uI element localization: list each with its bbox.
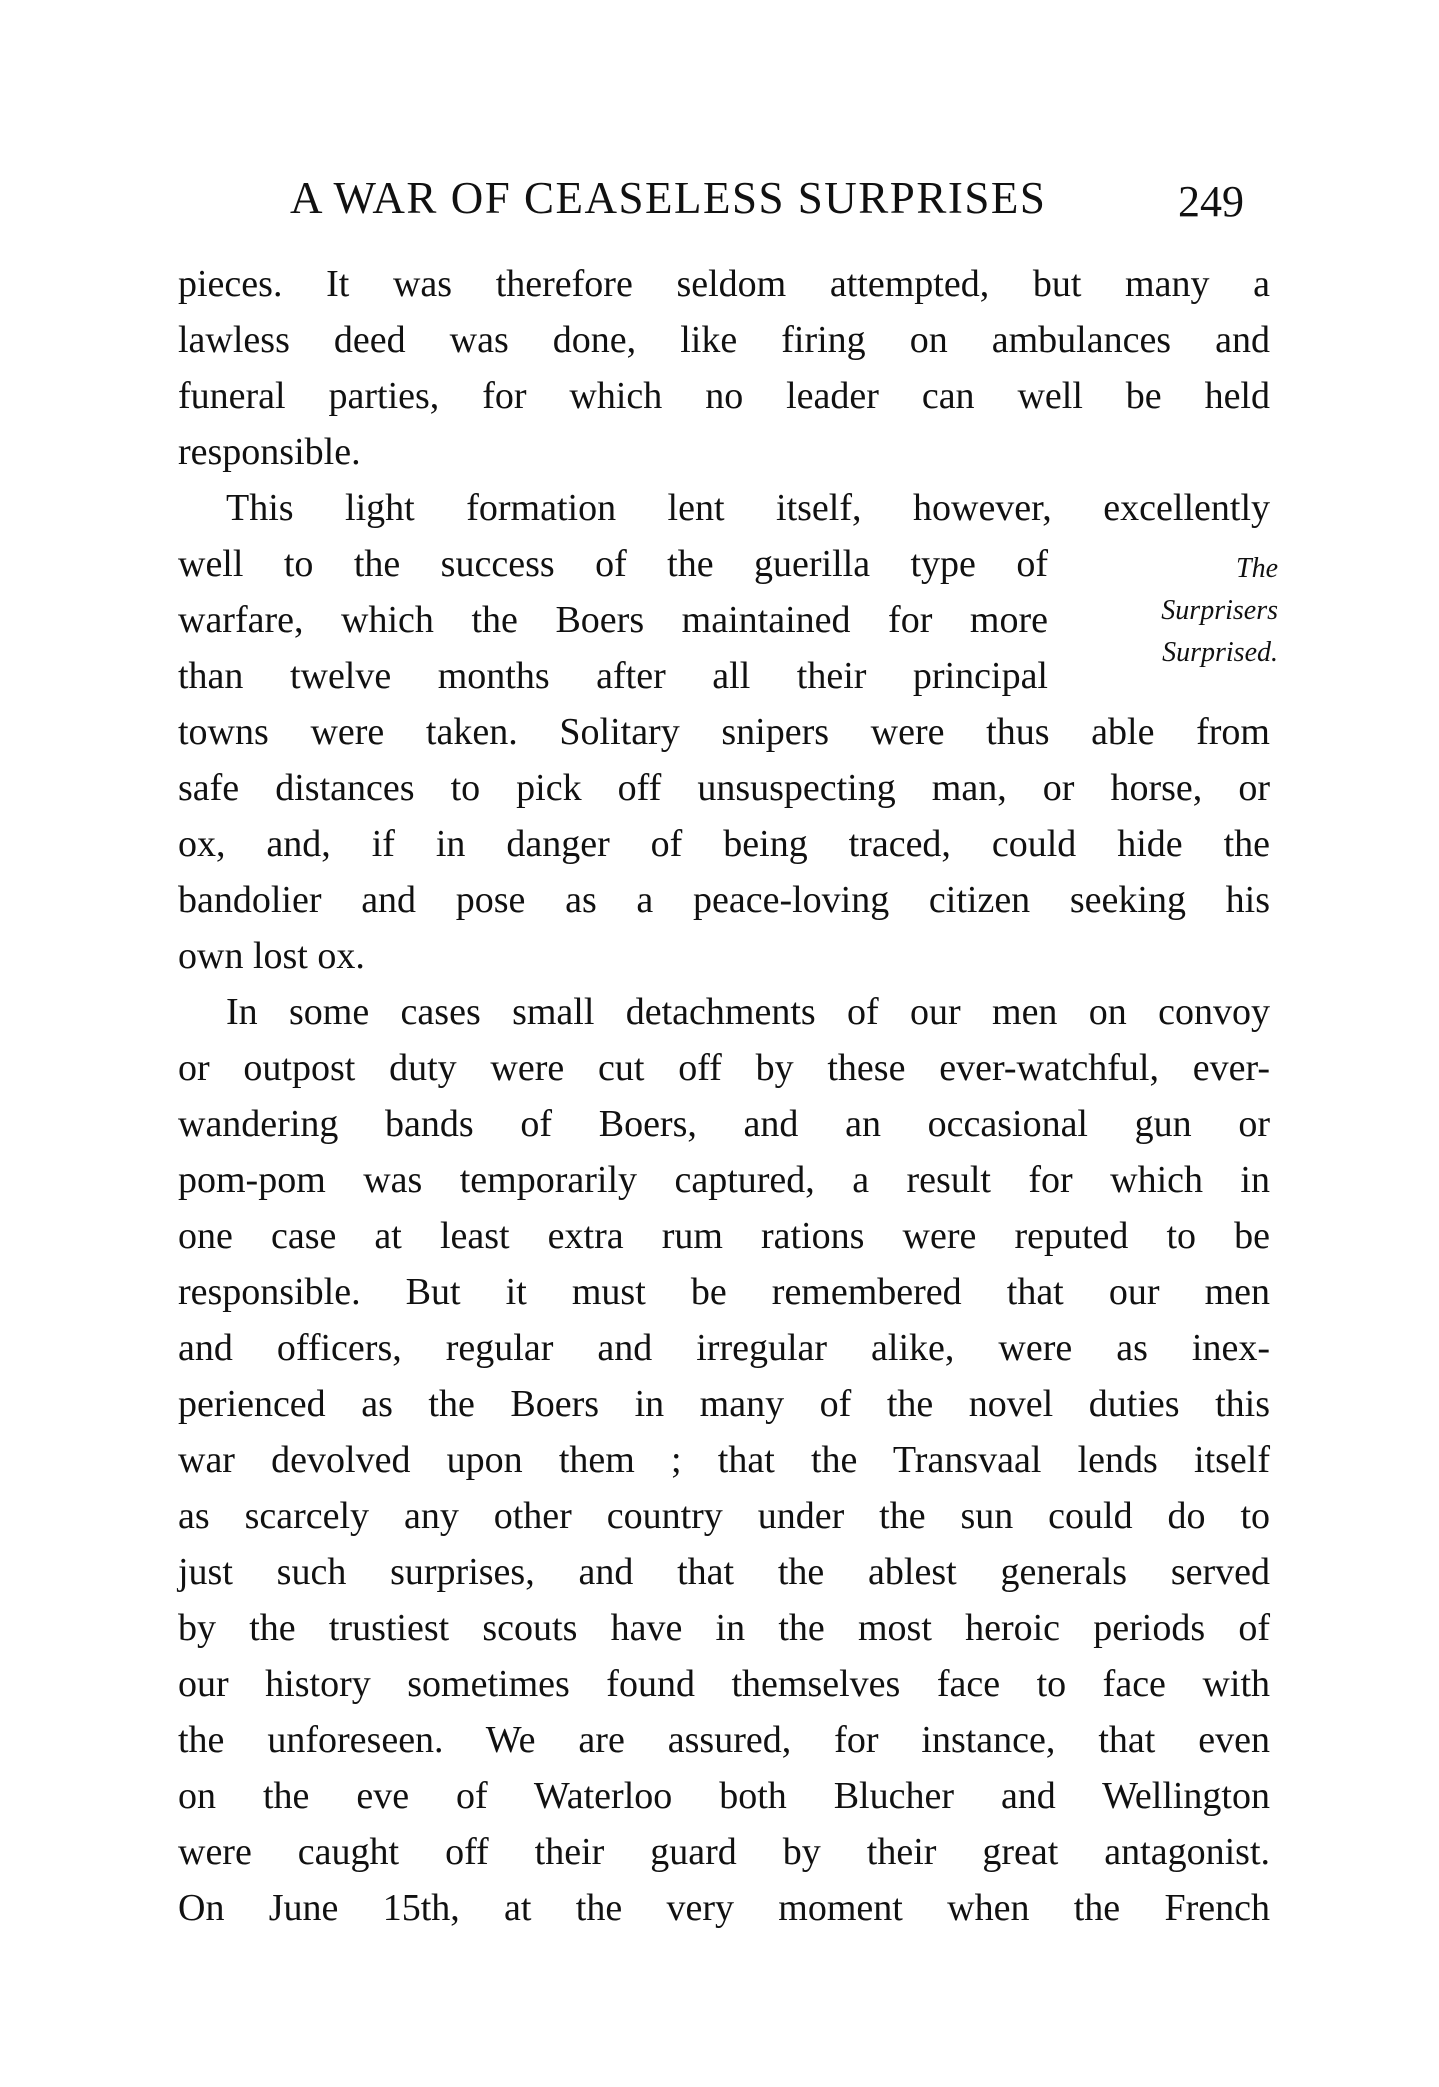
text-line: and officers, regular and irregular alike, were as inex-: [178, 1327, 1270, 1369]
text-line: ox, and, if in danger of being traced, could hide the: [178, 823, 1270, 865]
text-line: wandering bands of Boers, and an occasional gun or: [178, 1103, 1270, 1145]
running-title: A WAR OF CEASELESS SURPRISES: [290, 173, 1047, 223]
text-line: warfare, which the Boers maintained for more: [178, 599, 1048, 641]
text-line: our history sometimes found themselves face to face with: [178, 1663, 1270, 1705]
text-line: bandolier and pose as a peace-loving citizen seeking his: [178, 879, 1270, 921]
text-line: own lost ox.: [178, 935, 365, 977]
page-number: 249: [1178, 177, 1244, 226]
text-line: This light formation lent itself, however, excellently: [226, 487, 1270, 529]
text-line: on the eve of Waterloo both Blucher and Wellington: [178, 1775, 1270, 1817]
text-line: one case at least extra rum rations were reputed to be: [178, 1215, 1270, 1257]
text-line: towns were taken. Solitary snipers were thus able from: [178, 711, 1270, 753]
paragraph: [178, 256, 1270, 480]
text-line: responsible. But it must be remembered that our men: [178, 1271, 1270, 1313]
text-line: In some cases small detachments of our men on convoy: [226, 991, 1270, 1033]
text-line: or outpost duty were cut off by these ever-watchful, ever-: [178, 1047, 1270, 1089]
text-line: than twelve months after all their principal: [178, 655, 1048, 697]
text-line: pieces. It was therefore seldom attempted, but many a: [178, 263, 1270, 305]
text-line: On June 15th, at the very moment when the French: [178, 1887, 1270, 1929]
margin-note-line: Surprisers: [1161, 595, 1278, 626]
paragraph: [178, 480, 1270, 984]
text-line: funeral parties, for which no leader can well be held: [178, 375, 1270, 417]
margin-note-line: The: [1236, 553, 1278, 584]
text-line: pom-pom was temporarily captured, a result for which in: [178, 1159, 1270, 1201]
running-head: [0, 168, 1439, 228]
text-line: were caught off their guard by their great antagonist.: [178, 1831, 1270, 1873]
text-line: safe distances to pick off unsuspecting man, or horse, or: [178, 767, 1270, 809]
text-line: by the trustiest scouts have in the most heroic periods of: [178, 1607, 1270, 1649]
text-line: the unforeseen. We are assured, for instance, that even: [178, 1719, 1270, 1761]
text-line: perienced as the Boers in many of the novel duties this: [178, 1383, 1270, 1425]
text-line: as scarcely any other country under the sun could do to: [178, 1495, 1270, 1537]
paragraph: [178, 984, 1270, 1936]
text-line: just such surprises, and that the ablest generals served: [178, 1551, 1270, 1593]
body-text: [178, 256, 1270, 1936]
text-line: well to the success of the guerilla type of: [178, 543, 1048, 585]
text-line: responsible.: [178, 431, 361, 473]
text-line: war devolved upon them ; that the Transvaal lends itself: [178, 1439, 1270, 1481]
text-line: lawless deed was done, like firing on ambulances and: [178, 319, 1270, 361]
margin-note-line: Surprised.: [1162, 637, 1278, 668]
